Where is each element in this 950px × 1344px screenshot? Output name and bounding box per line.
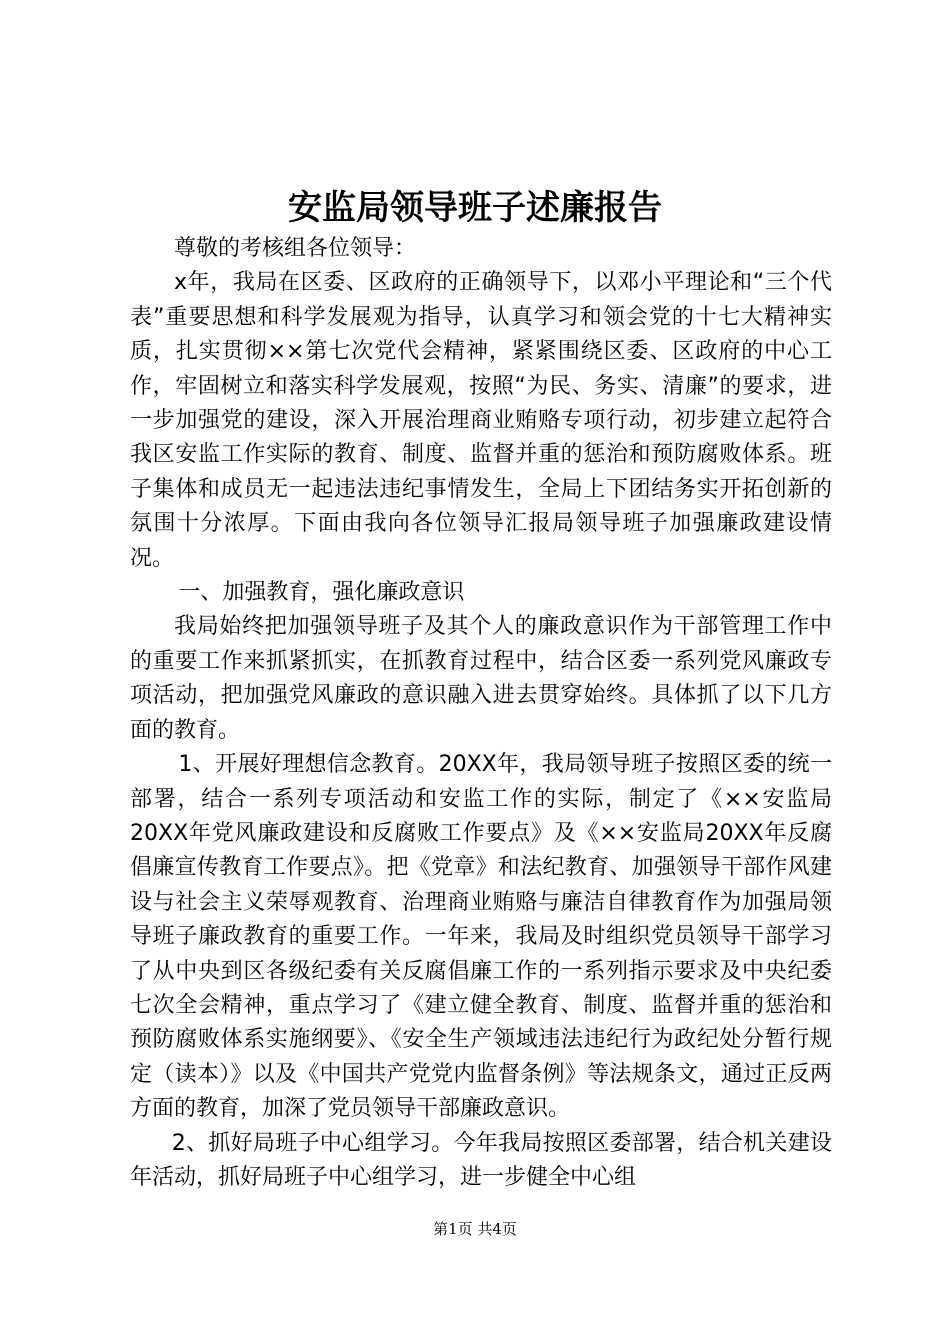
item-2-paragraph: 2、抓好局班子中心组学习。今年我局按照区委部署，结合机关建设年活动，抓好局班子中心组学习，进一步健全中心组 <box>130 1130 832 1190</box>
section-heading-1: 一、加强教育，强化廉政意识 <box>178 580 465 606</box>
document-body <box>130 232 832 1195</box>
page-footer: 第1页 共4页 <box>433 1220 517 1238</box>
item-1-paragraph: 1、开展好理想信念教育。20XX年，我局领导班子按照区委的统一部署，结合一系列专项活动和安监工作的实际，制定了《××安监局20XX年党风廉政建设和反腐败工作要点》及《××安监局20XX年反腐倡廉宣传教育工作要点》。把《党章》和法纪教育、加强领导干部作风建设与社会主义荣辱观教育、治理商业贿赂与廉洁自律教育作为加强局领导班子廉政教育的重要工作。一年来，我局及时组织党员领导干部学习了从中央到区各级纪委有关反腐倡廉工作的一系列指示要求及中央纪委七次全会精神，重点学习了《建立健全教育、制度、监督并重的惩治和预防腐败体系实施纲要》、《安全生产领域违法违纪行为政纪处分暂行规定（读本）》以及《中国共产党党内监督条例》等法规条文，通过正反两方面的教育，加深了党员领导干部廉政意识。 <box>130 752 832 1122</box>
document-title: 安监局领导班子述廉报告 <box>288 188 662 228</box>
intro-paragraph: x年，我局在区委、区政府的正确领导下，以邓小平理论和“三个代表”重要思想和科学发展观为指导，认真学习和领会党的十七大精神实质，扎实贯彻××第七次党代会精神，紧紧围绕区委、区政府的中心工作，牢固树立和落实科学发展观，按照“为民、务实、清廉”的要求，进一步加强党的建设，深入开展治理商业贿赂专项行动，初步建立起符合我区安监工作实际的教育、制度、监督并重的惩治和预防腐败体系。班子集体和成员无一起违法违纪事情发生，全局上下团结务实开拓创新的氛围十分浓厚。下面由我向各位领导汇报局领导班子加强廉政建设情况。 <box>130 270 832 571</box>
salutation: 尊敬的考核组各位领导： <box>174 236 417 261</box>
section-1-paragraph: 我局始终把加强领导班子及其个人的廉政意识作为干部管理工作中的重要工作来抓紧抓实，在抓教育过程中，结合区委一系列党风廉政专项活动，把加强党风廉政的意识融入进去贯穿始终。具体抓了以下几方面的教育。 <box>130 614 832 743</box>
